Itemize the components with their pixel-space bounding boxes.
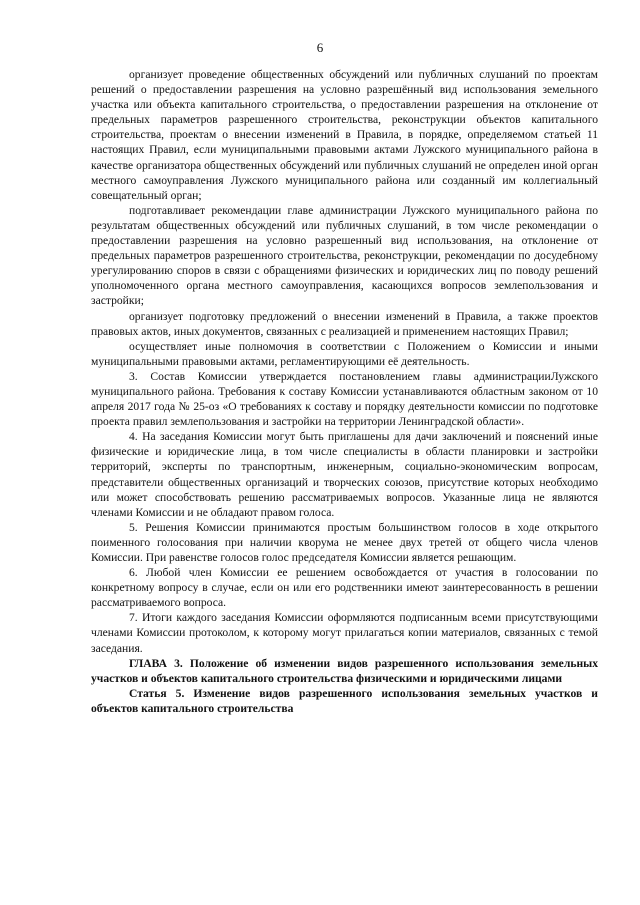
- paragraph-prepares-recommendations: подготавливает рекомендации главе администрации Лужского муниципального района по результатам общественных обсуждений или публичных слушаний, в том числе рекомендации о предоставлении разрешения на условно разрешенный вид использования, на отклонение от предельных параметров разрешенного строительства, реконструкции, рекомендации по досудебному урегулированию споров в связи с обращениями физических и юридических лиц по поводу решений уполномоченного органа местного самоуправления, касающихся вопросов землепользования и застройки;: [91, 203, 598, 308]
- paragraph-item-7: 7. Итоги каждого заседания Комиссии оформляются подписанным всеми присутствующими членами Комиссии протоколом, к которому могут прилагаться копии материалов, связанных с темой заседания.: [91, 611, 598, 655]
- paragraph-item-4: 4. На заседания Комиссии могут быть приглашены для дачи заключений и пояснений иные физические и юридические лица, в том числе специалисты в области планировки и застройки территорий, эксперты по транспортным, инженерным, социально-экономическим вопросам, представители общественных организаций и творческих союзов, присутствие которых необходимо или может способствовать решению рассматриваемых вопросов. Указанные лица не являются членами Комиссии и не обладают правом голоса.: [91, 430, 598, 519]
- paragraph-organizes-proposals: организует подготовку предложений о внесении изменений в Правила, а также проектов правовых актов, иных документов, связанных с реализацией и применением настоящих Правил;: [91, 309, 598, 338]
- chapter-heading: ГЛАВА 3. Положение об изменении видов разрешенного использования земельных участков и объектов капитального строительства физическими и юридическими лицами: [91, 656, 598, 685]
- paragraph-item-6: 6. Любой член Комиссии ее решением освобождается от участия в голосовании по конкретному вопросу в случае, если он или его родственники имеют заинтересованность в решении рассматриваемого вопроса.: [91, 566, 598, 610]
- page-number: 6: [316, 40, 324, 55]
- article-heading: Статья 5. Изменение видов разрешенного использования земельных участков и объектов капитального строительства: [91, 686, 598, 715]
- paragraph-organizes-hearings: организует проведение общественных обсуждений или публичных слушаний по проектам решений о предоставлении разрешения на условно разрешённый вид использования земельного участка или объекта капитального строительства, о предоставлении разрешения на отклонение от предельных параметров разрешенного строительства, реконструкции объектов капитального строительства, проектам о внесении изменений в Правила, в порядке, определяемом статьей 11 настоящих Правил, если муниципальными правовыми актами Лужского муниципального района в качестве организатора общественных обсуждений или публичных слушаний не определен иной орган местного самоуправления Лужского муниципального района или созданный им коллегиальный совещательный орган;: [91, 68, 598, 202]
- paragraph-other-powers: осуществляет иные полномочия в соответствии с Положением о Комиссии и иными муниципальными правовыми актами, регламентирующими её деятельность.: [91, 339, 598, 368]
- document-body: [91, 67, 598, 716]
- paragraph-item-3: 3. Состав Комиссии утверждается постановлением главы администрацииЛужского муниципального района. Требования к составу Комиссии устанавливаются областным законом от 10 апреля 2017 года № 25-оз «О требованиях к составу и порядку деятельности комиссии по подготовке проекта правил землепользования и застройки на территории Ленинградской области».: [91, 369, 598, 429]
- paragraph-item-5: 5. Решения Комиссии принимаются простым большинством голосов в ходе открытого поименного голосования при наличии кворума не менее двух третей от общего числа членов Комиссии. При равенстве голосов голос председателя Комиссии является решающим.: [91, 520, 598, 564]
